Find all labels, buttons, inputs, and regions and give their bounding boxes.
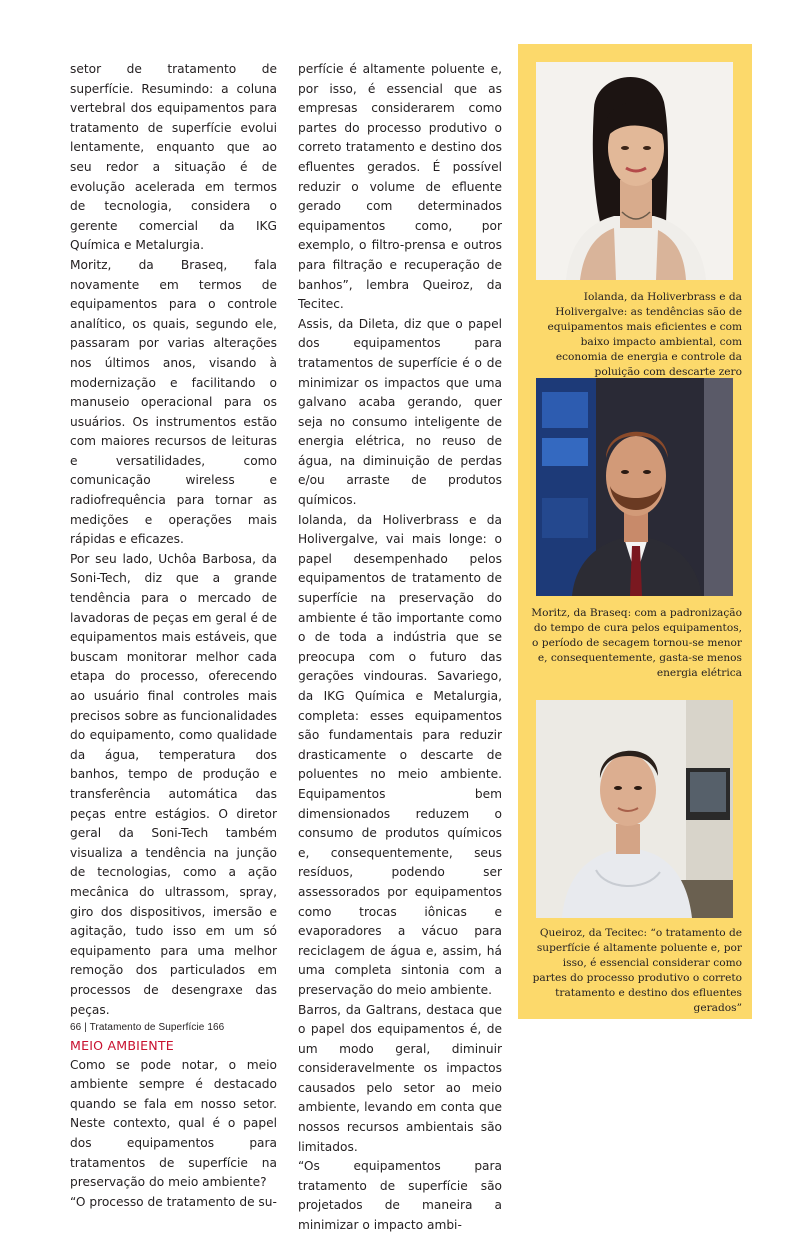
paragraph: Por seu lado, Uchôa Barbosa, da Soni-Tech, diz que a grande tendência para o mercado de lavadoras de peças em geral é de equipamentos mais estáveis, que buscam monitorar melhor cada etapa do processo, oferecendo ao usuário final controles mais precisos sobre as funcionalidades do equipamento, como qualidade da água, temperatura dos banhos, tempo de produção e transferência automática das peças entre estágios. O diretor geral da Soni-Tech também visualiza a tendência na junção de tecnologias, como a ação mecânica do ultrassom, spray, giro dos dispositivos, imersão e agitação, tudo isso em um só equipamento para uma melhor remoção dos particulados em processos de desengraxe das peças. — [70, 551, 277, 1017]
photo-man-bearded-image — [536, 378, 733, 596]
photo-woman-image — [536, 62, 733, 280]
paragraph: Iolanda, da Holiverbrass e da Holivergalve, vai mais longe: o papel desempenhado pelos equipamentos de tratamento de superfície na preservação do ambiente é tão importante como o de toda a indústria que se preocupa com o futuro das gerações vindouras. Savariego, da IKG Química e Metalurgia, completa: esses equipamentos são fundamentais para reduzir drasticamente o descarte de poluentes no meio ambiente. Equipamentos bem dimensionados reduzem o consumo de produtos químicos e, consequentemente, seus resíduos, podendo ser assessorados por equipamentos como trocas iônicas e evaporadores a vácuo para reciclagem de água e, assim, há uma completa sintonia com a preservação do meio ambiente. — [298, 512, 502, 997]
paragraph: “Os equipamentos para tratamento de superfície são projetados de maneira a minimizar o impacto ambi- — [298, 1159, 502, 1233]
text-column-middle — [298, 60, 502, 1236]
paragraph: “O processo de tratamento de su- — [70, 1194, 277, 1209]
photo-man-computer-image — [536, 700, 733, 918]
paragraph: perfície é altamente poluente e, por isso, é essencial que as empresas considerarem como partes do processo produtivo o correto tratamento e destino dos efluentes gerados. É possível reduzir o volume de efluente gerado com determinados equipamentos como, por exemplo, o filtro-prensa e outros para filtração e recuperação de banhos”, lembra Queiroz, da Tecitec. — [298, 62, 502, 312]
paragraph: Assis, da Dileta, diz que o papel dos equipamentos para tratamentos de superfície é o de minimizar os impactos que uma galvano acaba gerando, quer seja no consumo inteligente de energia elétrica, no reuso de água, na diminuição de perdas e/ou arraste de produtos químicos. — [298, 316, 502, 508]
caption-queiroz: Queiroz, da Tecitec: “o tratamento de superfície é altamente poluente e, por isso, é essencial considerar como partes do processo produtivo o correto tratamento e destino dos efluentes gerados” — [532, 927, 742, 1014]
caption-iolanda: Iolanda, da Holiverbrass e da Holivergalve: as tendências são de equipamentos mais eficientes e com baixo impacto ambiental, com economia de energia e controle da poluição com descarte zero — [547, 291, 742, 378]
text-column-left — [70, 60, 277, 1212]
paragraph: Como se pode notar, o meio ambiente sempre é destacado quando se fala em nosso setor. Neste contexto, qual é o papel dos equipamentos para tratamentos de superfície na preservação do meio ambiente? — [70, 1057, 277, 1190]
photo-woman — [536, 62, 733, 280]
paragraph: setor de tratamento de superfície. Resumindo: a coluna vertebral dos equipamentos para tratamento de superfície evolui lentamente, enquanto que ao seu redor a situação é de evolução acelerada em termos de tecnologia, considera o gerente comercial da IKG Química e Metalurgia. — [70, 62, 277, 253]
section-heading: MEIO AMBIENTE — [70, 1038, 174, 1054]
paragraph: Moritz, da Braseq, fala novamente em termos de equipamentos para o controle analítico, os quais, segundo ele, passaram por varias alterações nos últimos anos, visando à modernização e facilitando o manuseio operacional para os usuários. Os instrumentos estão com maiores recursos de leituras e versatilidades, como comunicação wireless e radiofrequência para tornar as medições e operações mais rápidas e eficazes. — [70, 257, 277, 547]
photo-man-computer — [536, 700, 733, 918]
page-footer: 66 | Tratamento de Superfície 166 — [70, 1022, 225, 1033]
caption-moritz: Moritz, da Braseq: com a padronização do tempo de cura pelos equipamentos, o período de secagem tornou-se menor e, consequentemente, gasta-se menos energia elétrica — [531, 607, 742, 679]
photo-sidebar — [518, 44, 752, 1019]
paragraph: Barros, da Galtrans, destaca que o papel dos equipamentos é, de um modo geral, diminuir consideravelmente os impactos causados pelo setor ao meio ambiente, levando em conta que nossos recursos ambientais são limitados. — [298, 1002, 502, 1154]
photo-man-bearded — [536, 378, 733, 596]
